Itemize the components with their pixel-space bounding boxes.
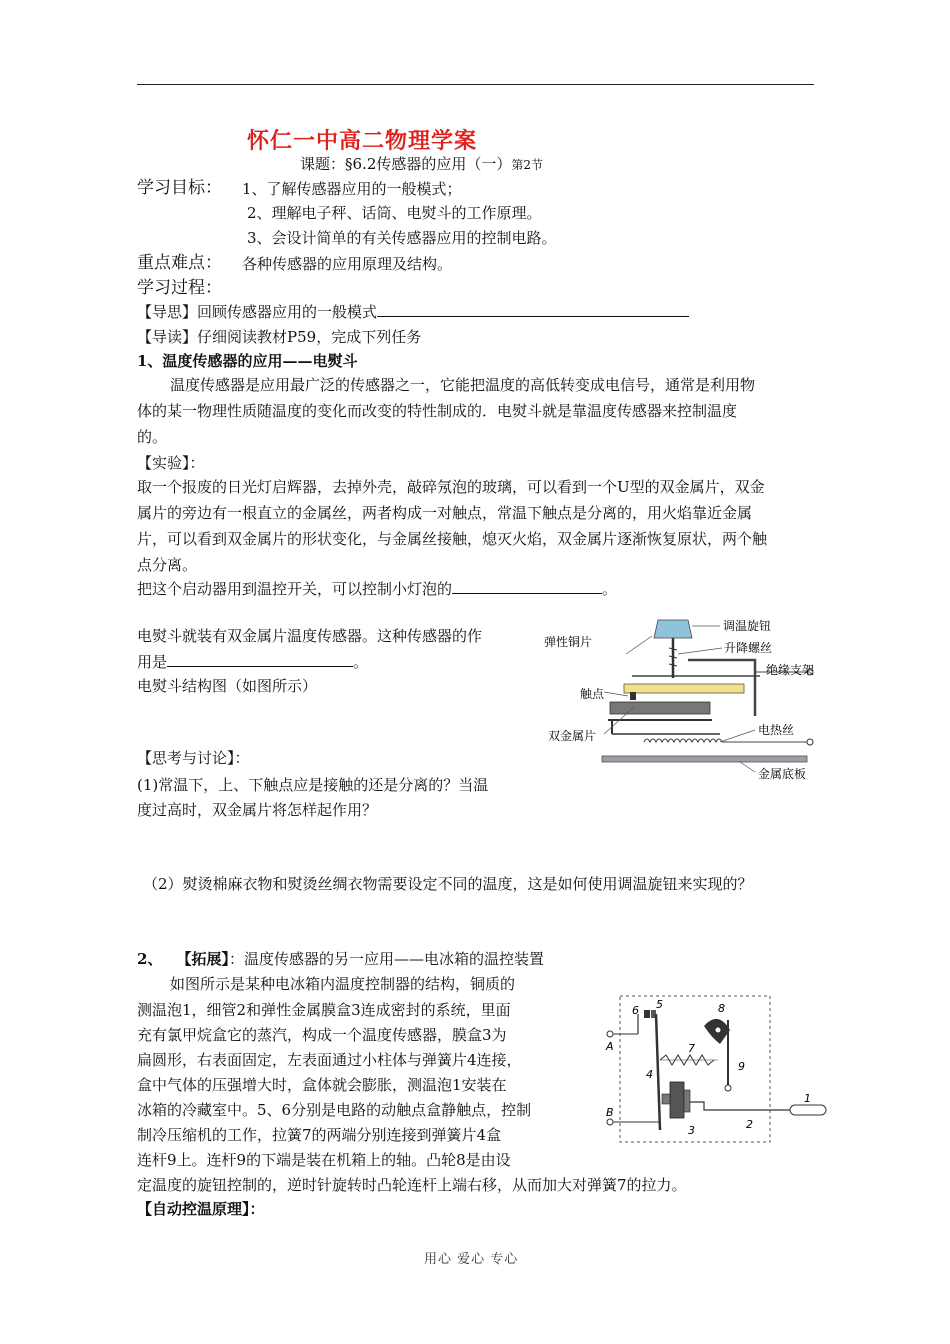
label-heating-wire: 电热丝: [758, 723, 795, 737]
experiment-tag: 【实验】：: [137, 454, 205, 472]
sensing-bulb-1: [790, 1105, 826, 1115]
section2-line8: 连杆9上。连杆9的下端是装在机箱上的轴。凸轮8是由设: [137, 1151, 511, 1169]
label-9: 9: [738, 1060, 745, 1073]
label-knob: 调温旋钮: [723, 619, 772, 633]
section1-intro-line2: 体的某一物理性质随温度的变化而改变的特性制成的．电熨斗就是靠温度传感器来控制温度: [137, 402, 738, 420]
guide-read-tag: 【导读】: [137, 328, 198, 346]
electric-iron-diagram: [540, 606, 830, 786]
objective-1: 1、了解传感器应用的一般模式；: [242, 180, 462, 198]
bimetal-strip: [624, 684, 744, 693]
section1-intro-line1: 温度传感器是应用最广泛的传感器之一，它能把温度的高低转变成电信号，通常是利用物: [170, 376, 756, 394]
label-bimetal: 双金属片: [548, 729, 597, 743]
static-contact-6: [644, 1010, 650, 1018]
section2-line1: 如图所示是某种电冰箱内温度控制器的结构，铜质的: [170, 975, 516, 993]
section2-heading-rest: ：温度传感器的另一应用——电冰箱的温控装置: [228, 950, 544, 968]
label-1: 1: [804, 1092, 811, 1105]
label-A: A: [606, 1040, 614, 1053]
school-title: 怀仁一中高二物理学案: [247, 129, 478, 154]
starter-end: 。: [602, 580, 618, 598]
terminal-bottom: [807, 739, 813, 745]
section2-line5: 盒中气体的压强增大时，盒体就会膨胀，测温泡1安装在: [137, 1076, 507, 1094]
section-number: 第2节: [511, 158, 544, 172]
topic-text: §6.2传感器的应用（一）: [345, 155, 512, 173]
iron-line2-text: 用是: [137, 653, 168, 671]
label-6: 6: [632, 1004, 639, 1017]
objective-2: 2、理解电子秤、话筒、电熨斗的工作原理。: [247, 204, 542, 222]
section1-heading: 1、温度传感器的应用——电熨斗: [137, 352, 358, 370]
label-insulating-bracket: 绝缘支架: [766, 663, 815, 677]
label-3: 3: [688, 1124, 695, 1137]
heating-wire: [644, 739, 722, 742]
discuss-tag: 【思考与讨论】：: [137, 749, 250, 767]
spring-strip-4: [656, 1014, 660, 1130]
header-rule: [137, 84, 814, 85]
page-footer: 用心 爱心 专心: [424, 1252, 519, 1267]
terminal-A: [607, 1031, 613, 1037]
capillary-tube-2: [690, 1102, 790, 1110]
label-lift-screw: 升降螺丝: [724, 641, 773, 655]
iron-line2: [137, 650, 368, 675]
experiment-line1: 取一个报废的日光灯启辉器，去掉外壳，敲碎氖泡的玻璃，可以看到一个U型的双金属片，双金: [137, 478, 765, 496]
label-2: 2: [746, 1118, 753, 1131]
process-label: 学习过程：: [137, 278, 222, 298]
section2-line4: 扁圆形，右表面固定，左表面通过小柱体与弹簧片4连接，: [137, 1051, 522, 1069]
experiment-line2: 属片的旁边有一根直立的金属丝，两者构成一对触点，常温下触点是分离的，用火焰靠近金属: [137, 504, 753, 522]
section1-intro-line3: 的。: [137, 428, 168, 446]
section2-line2: 测温泡1，细管2和弹性金属膜盒3连成密封的系统，里面: [137, 1001, 511, 1019]
label-8: 8: [718, 1002, 725, 1015]
experiment-line4: 点分离。: [137, 556, 198, 574]
question1-line2: 度过高时，双金属片将怎样起作用？: [137, 801, 378, 819]
question2: （2）熨烫棉麻衣物和熨烫丝绸衣物需要设定不同的温度，这是如何使用调温旋钮来实现的？: [143, 875, 753, 893]
label-metal-base: 金属底板: [758, 767, 807, 781]
topic-label: 课题：: [300, 155, 346, 173]
guide-think-text: 回顾传感器应用的一般模式: [197, 303, 378, 321]
experiment-line3: 片，可以看到双金属片的形状变化，与金属丝接触，熄灭火焰，双金属片逐渐恢复原状，两个触: [137, 530, 768, 548]
label-4: 4: [646, 1068, 653, 1081]
objective-3: 3、会设计简单的有关传感器应用的控制电路。: [247, 229, 557, 247]
objectives-label: 学习目标：: [137, 178, 222, 198]
label-7: 7: [688, 1042, 695, 1055]
fridge-thermostat-diagram: [600, 990, 836, 1150]
guide-read-text: 仔细阅读教材P59，完成下列任务: [197, 328, 422, 346]
iron-line1: 电熨斗就装有双金属片温度传感器。这种传感器的作: [137, 627, 483, 645]
terminal-B: [607, 1119, 613, 1125]
metal-base-plate: [602, 756, 807, 762]
iron-structure-caption: 电熨斗结构图（如图所示）: [137, 677, 318, 695]
section2-tag: 【拓展】: [176, 950, 229, 968]
guide-read: [137, 325, 421, 350]
section2-line6: 冰箱的冷藏室中。5、6分别是电路的动触点盒静触点，控制: [137, 1101, 532, 1119]
question1-line1: (1)常温下，上、下触点应是接触的还是分离的？当温: [137, 776, 489, 794]
answer-blank-iron[interactable]: [167, 652, 353, 667]
section2-line7: 制冷压缩机的工作，拉簧7的两端分别连接到弹簧片4盒: [137, 1126, 502, 1144]
answer-blank-starter[interactable]: [452, 579, 602, 594]
label-contact: 触点: [580, 687, 605, 701]
guide-think: [137, 300, 689, 325]
key-points-text: 各种传感器的应用原理及结构。: [242, 255, 453, 273]
section2-last-line: 定温度的旋钮控制的，逆时针旋转时凸轮连杆上端右移，从而加大对弹簧7的拉力。: [137, 1176, 687, 1194]
label-B: B: [606, 1106, 614, 1119]
section2-heading: [137, 947, 544, 972]
contact-point: [630, 692, 636, 700]
answer-blank-mode[interactable]: [377, 302, 689, 317]
label-elastic-copper: 弹性铜片: [544, 635, 593, 649]
temperature-knob: [654, 620, 692, 638]
section2-line3: 充有氯甲烷盒它的蒸汽，构成一个温度传感器，膜盒3为: [137, 1026, 507, 1044]
section2-number: 2、: [137, 950, 163, 968]
guide-think-tag: 【导思】: [137, 303, 198, 321]
starter-line: [137, 577, 617, 602]
membrane-box-3: [670, 1082, 684, 1118]
iron-line2-end: 。: [353, 653, 369, 671]
auto-control-tag: 【自动控温原理】：: [137, 1200, 265, 1218]
key-points-label: 重点难点：: [137, 253, 222, 273]
iron-body-block: [610, 702, 710, 714]
label-5: 5: [656, 998, 663, 1011]
starter-text: 把这个启动器用到温控开关，可以控制小灯泡的: [137, 580, 453, 598]
topic-line: [300, 152, 543, 178]
